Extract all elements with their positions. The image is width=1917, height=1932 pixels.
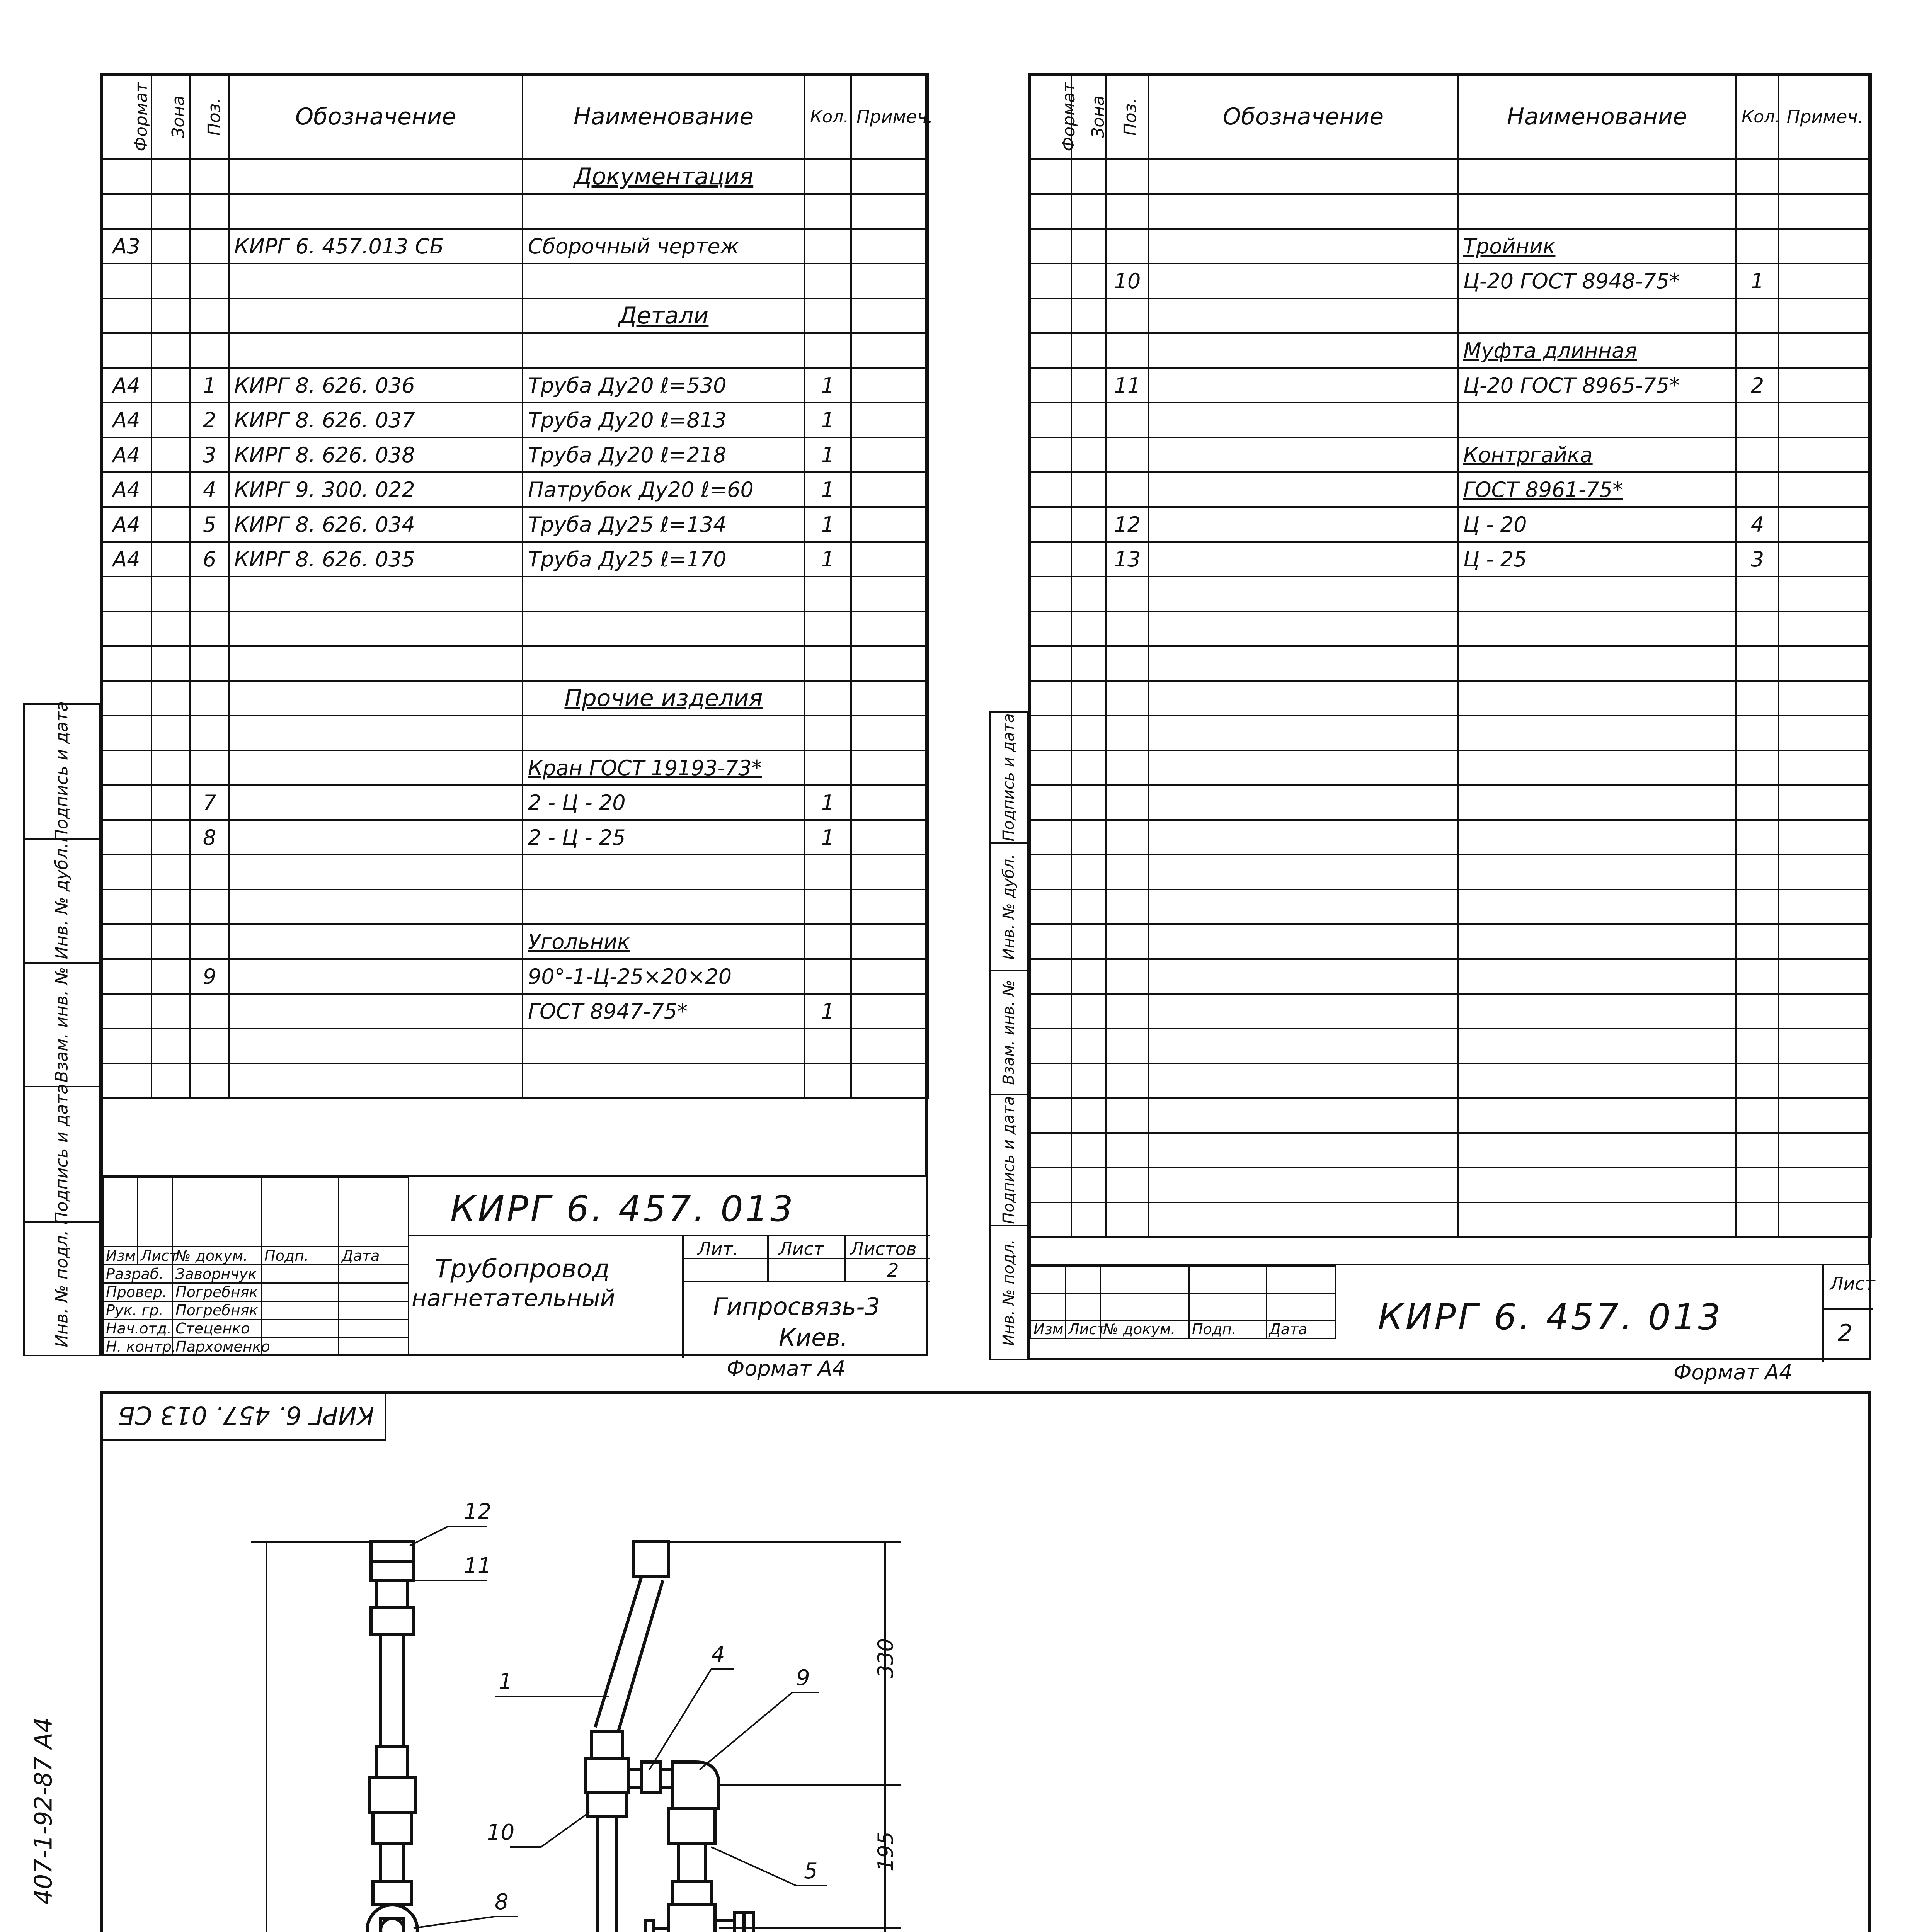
sheet2-drawing-code: КИРГ 6. 457. 013 [1378, 1296, 1723, 1338]
cell-name: Труба Ду20 ℓ=813 [523, 403, 805, 437]
pos-label-5: 5 [804, 1859, 818, 1884]
cell-qty: 1 [805, 994, 851, 1029]
sig-header-cell: Подп. [1189, 1320, 1267, 1338]
cell-name: Труба Ду25 ℓ=170 [523, 542, 805, 577]
cell-fmt: А4 [101, 507, 152, 542]
cell-pos: 8 [190, 820, 229, 855]
side-label: Подпись и дата [52, 701, 72, 842]
side-label: Инв. № подл. [52, 1230, 72, 1347]
cell-pos: 3 [190, 437, 229, 472]
sheet1-drawing-code: КИРГ 6. 457. 013 [450, 1188, 795, 1230]
cell-pos: 2 [190, 403, 229, 437]
pos-label-10: 10 [487, 1820, 515, 1845]
col-qty-header: Кол. [805, 74, 851, 159]
cell-pos: 7 [190, 785, 229, 820]
cell-qty: 1 [805, 403, 851, 437]
pos-label-8: 8 [495, 1889, 509, 1915]
cell-fmt: А4 [101, 403, 152, 437]
sig-role: Рук. гр. [103, 1301, 173, 1320]
cell-name: Кран ГОСТ 19193-73* [523, 750, 805, 785]
cell-qty: 2 [1736, 368, 1779, 403]
side-label: Подпись и дата [1000, 1096, 1018, 1224]
sig-header-cell: Изм [1031, 1320, 1066, 1338]
cell-fmt: А3 [101, 229, 152, 264]
col-zone-header: Зона [168, 95, 188, 138]
cell-des: КИРГ 8. 626. 036 [229, 368, 523, 403]
side-label: Взам. инв. № [52, 967, 72, 1083]
side-label: Подпись и дата [52, 1083, 72, 1225]
sig-header-cell: Лист [1066, 1320, 1100, 1338]
dim-top: 330 [873, 1638, 898, 1679]
cell-des: КИРГ 8. 626. 035 [229, 542, 523, 577]
cell-qty: 1 [805, 542, 851, 577]
cell-qty: 1 [805, 472, 851, 507]
cell-name: Ц - 20 [1458, 507, 1736, 542]
col-designation-header: Обозначение [229, 74, 523, 159]
cell-pos: 11 [1106, 368, 1149, 403]
cell-pos: 13 [1106, 542, 1149, 577]
sheet1-title-line2: нагнетательный [412, 1285, 615, 1312]
col-name-header: Наименование [523, 74, 805, 159]
cell-pos: 9 [190, 959, 229, 994]
pos-label-11: 11 [464, 1553, 492, 1578]
cell-des: КИРГ 9. 300. 022 [229, 472, 523, 507]
side-label: Инв. № подл. [1000, 1239, 1018, 1346]
sig-person: Заворнчук [173, 1265, 262, 1283]
cell-name: 2 - Ц - 25 [523, 820, 805, 855]
sig-header-cell: Дата [339, 1247, 409, 1265]
cell-name: Угольник [523, 924, 805, 959]
cell-name: Тройник [1458, 229, 1736, 264]
sig-header-cell: Лист [138, 1247, 173, 1265]
cell-name: Ц-20 ГОСТ 8965-75* [1458, 368, 1736, 403]
cell-pos: 12 [1106, 507, 1149, 542]
sig-header-cell: Изм [103, 1247, 138, 1265]
cell-fmt: А4 [101, 437, 152, 472]
col-format-header: Формат [1059, 82, 1079, 151]
dimension-lines [251, 1542, 901, 1932]
cell-name: ГОСТ 8961-75* [1458, 472, 1736, 507]
sig-header-cell: № докум. [1100, 1320, 1189, 1338]
front-view-pipe [367, 1542, 417, 1932]
col-name-header: Наименование [1458, 74, 1736, 159]
sheet1-org-line2: Киев. [779, 1323, 848, 1352]
col-pos-header: Поз. [1120, 98, 1141, 136]
sig-person: Погребняк [173, 1301, 262, 1320]
cell-fmt: А4 [101, 542, 152, 577]
cell-name: ГОСТ 8947-75* [523, 994, 805, 1029]
cell-des: КИРГ 6. 457.013 СБ [229, 229, 523, 264]
cell-des: КИРГ 8. 626. 037 [229, 403, 523, 437]
cell-name: Труба Ду20 ℓ=530 [523, 368, 805, 403]
side-view-pipe [564, 1542, 754, 1932]
sheet1-format-label: Формат А4 [727, 1356, 846, 1381]
col-designation-header: Обозначение [1149, 74, 1458, 159]
side-label: Инв. № дубл. [52, 843, 72, 959]
sig-role: Разраб. [103, 1265, 173, 1283]
cell-name: Муфта длинная [1458, 333, 1736, 368]
col-pos-header: Поз. [204, 98, 225, 136]
cell-qty: 1 [805, 785, 851, 820]
cell-name: Ц - 25 [1458, 542, 1736, 577]
cell-pos: 5 [190, 507, 229, 542]
cell-name: Патрубок Ду20 ℓ=60 [523, 472, 805, 507]
cell-qty: 1 [805, 820, 851, 855]
sheet2-sheet-label: Лист [1830, 1273, 1875, 1294]
cell-name: Сборочный чертеж [523, 229, 805, 264]
cell-name: Труба Ду20 ℓ=218 [523, 437, 805, 472]
cell-pos: 10 [1106, 264, 1149, 298]
col-zone-header: Зона [1088, 95, 1108, 138]
cell-qty: 1 [1736, 264, 1779, 298]
cell-name: Труба Ду25 ℓ=134 [523, 507, 805, 542]
dim-mid: 195 [873, 1831, 898, 1872]
cell-qty: 1 [805, 507, 851, 542]
cell-name: 2 - Ц - 20 [523, 785, 805, 820]
cell-fmt: А4 [101, 368, 152, 403]
cell-pos: 4 [190, 472, 229, 507]
cell-pos: 6 [190, 542, 229, 577]
sheet1-title-line1: Трубопровод [435, 1254, 610, 1284]
col-format-header: Формат [131, 82, 151, 151]
cell-qty: 4 [1736, 507, 1779, 542]
drawing-stamp-text: КИРГ 6. 457. 013 СБ [118, 1401, 375, 1429]
cell-name: 90°-1-Ц-25×20×20 [523, 959, 805, 994]
sig-person: Погребняк [173, 1283, 262, 1301]
cell-name: Прочие изделия [523, 681, 805, 716]
pos-label-4: 4 [711, 1642, 725, 1667]
sig-role: Н. контр. [103, 1338, 173, 1356]
sig-person: Пархоменко [173, 1338, 262, 1356]
sig-header-cell: Дата [1267, 1320, 1336, 1338]
cell-fmt: А4 [101, 472, 152, 507]
sheet1-lit-label: Лит. [698, 1238, 739, 1259]
col-note-header: Примеч. [1779, 74, 1871, 159]
cell-des: КИРГ 8. 626. 038 [229, 437, 523, 472]
sig-header-cell: № докум. [173, 1247, 262, 1265]
cell-qty: 1 [805, 437, 851, 472]
cell-name: Ц-20 ГОСТ 8948-75* [1458, 264, 1736, 298]
sheet1-sheet-label: Лист [779, 1238, 824, 1259]
side-label: Инв. № дубл. [1000, 854, 1018, 960]
side-label: Подпись и дата [1000, 713, 1018, 842]
col-note-header: Примеч. [851, 74, 928, 159]
cell-name: Детали [523, 298, 805, 333]
sig-person: Стеценко [173, 1320, 262, 1338]
col-qty-header: Кол. [1736, 74, 1779, 159]
cell-qty: 3 [1736, 542, 1779, 577]
cell-qty: 1 [805, 368, 851, 403]
cell-name: Контргайка [1458, 437, 1736, 472]
sheet1-sheets-value: 2 [887, 1260, 899, 1281]
sheet2-sheet-number: 2 [1838, 1320, 1853, 1347]
pos-label-12: 12 [464, 1499, 492, 1524]
sheet2-format-label: Формат А4 [1674, 1360, 1793, 1384]
cell-name: Документация [523, 159, 805, 194]
pos-label-1: 1 [499, 1669, 512, 1694]
sig-header-cell: Подп. [262, 1247, 339, 1265]
sig-role: Нач.отд. [103, 1320, 173, 1338]
drawing-side-code: 407-1-92-87 А4 [29, 1717, 58, 1905]
pos-label-9: 9 [796, 1665, 810, 1690]
cell-des: КИРГ 8. 626. 034 [229, 507, 523, 542]
side-label: Взам. инв. № [1000, 980, 1018, 1085]
sheet1-sheets-label: Листов [850, 1238, 917, 1259]
sig-role: Провер. [103, 1283, 173, 1301]
sheet1-org-line1: Гипросвязь-3 [713, 1293, 880, 1321]
cell-pos: 1 [190, 368, 229, 403]
